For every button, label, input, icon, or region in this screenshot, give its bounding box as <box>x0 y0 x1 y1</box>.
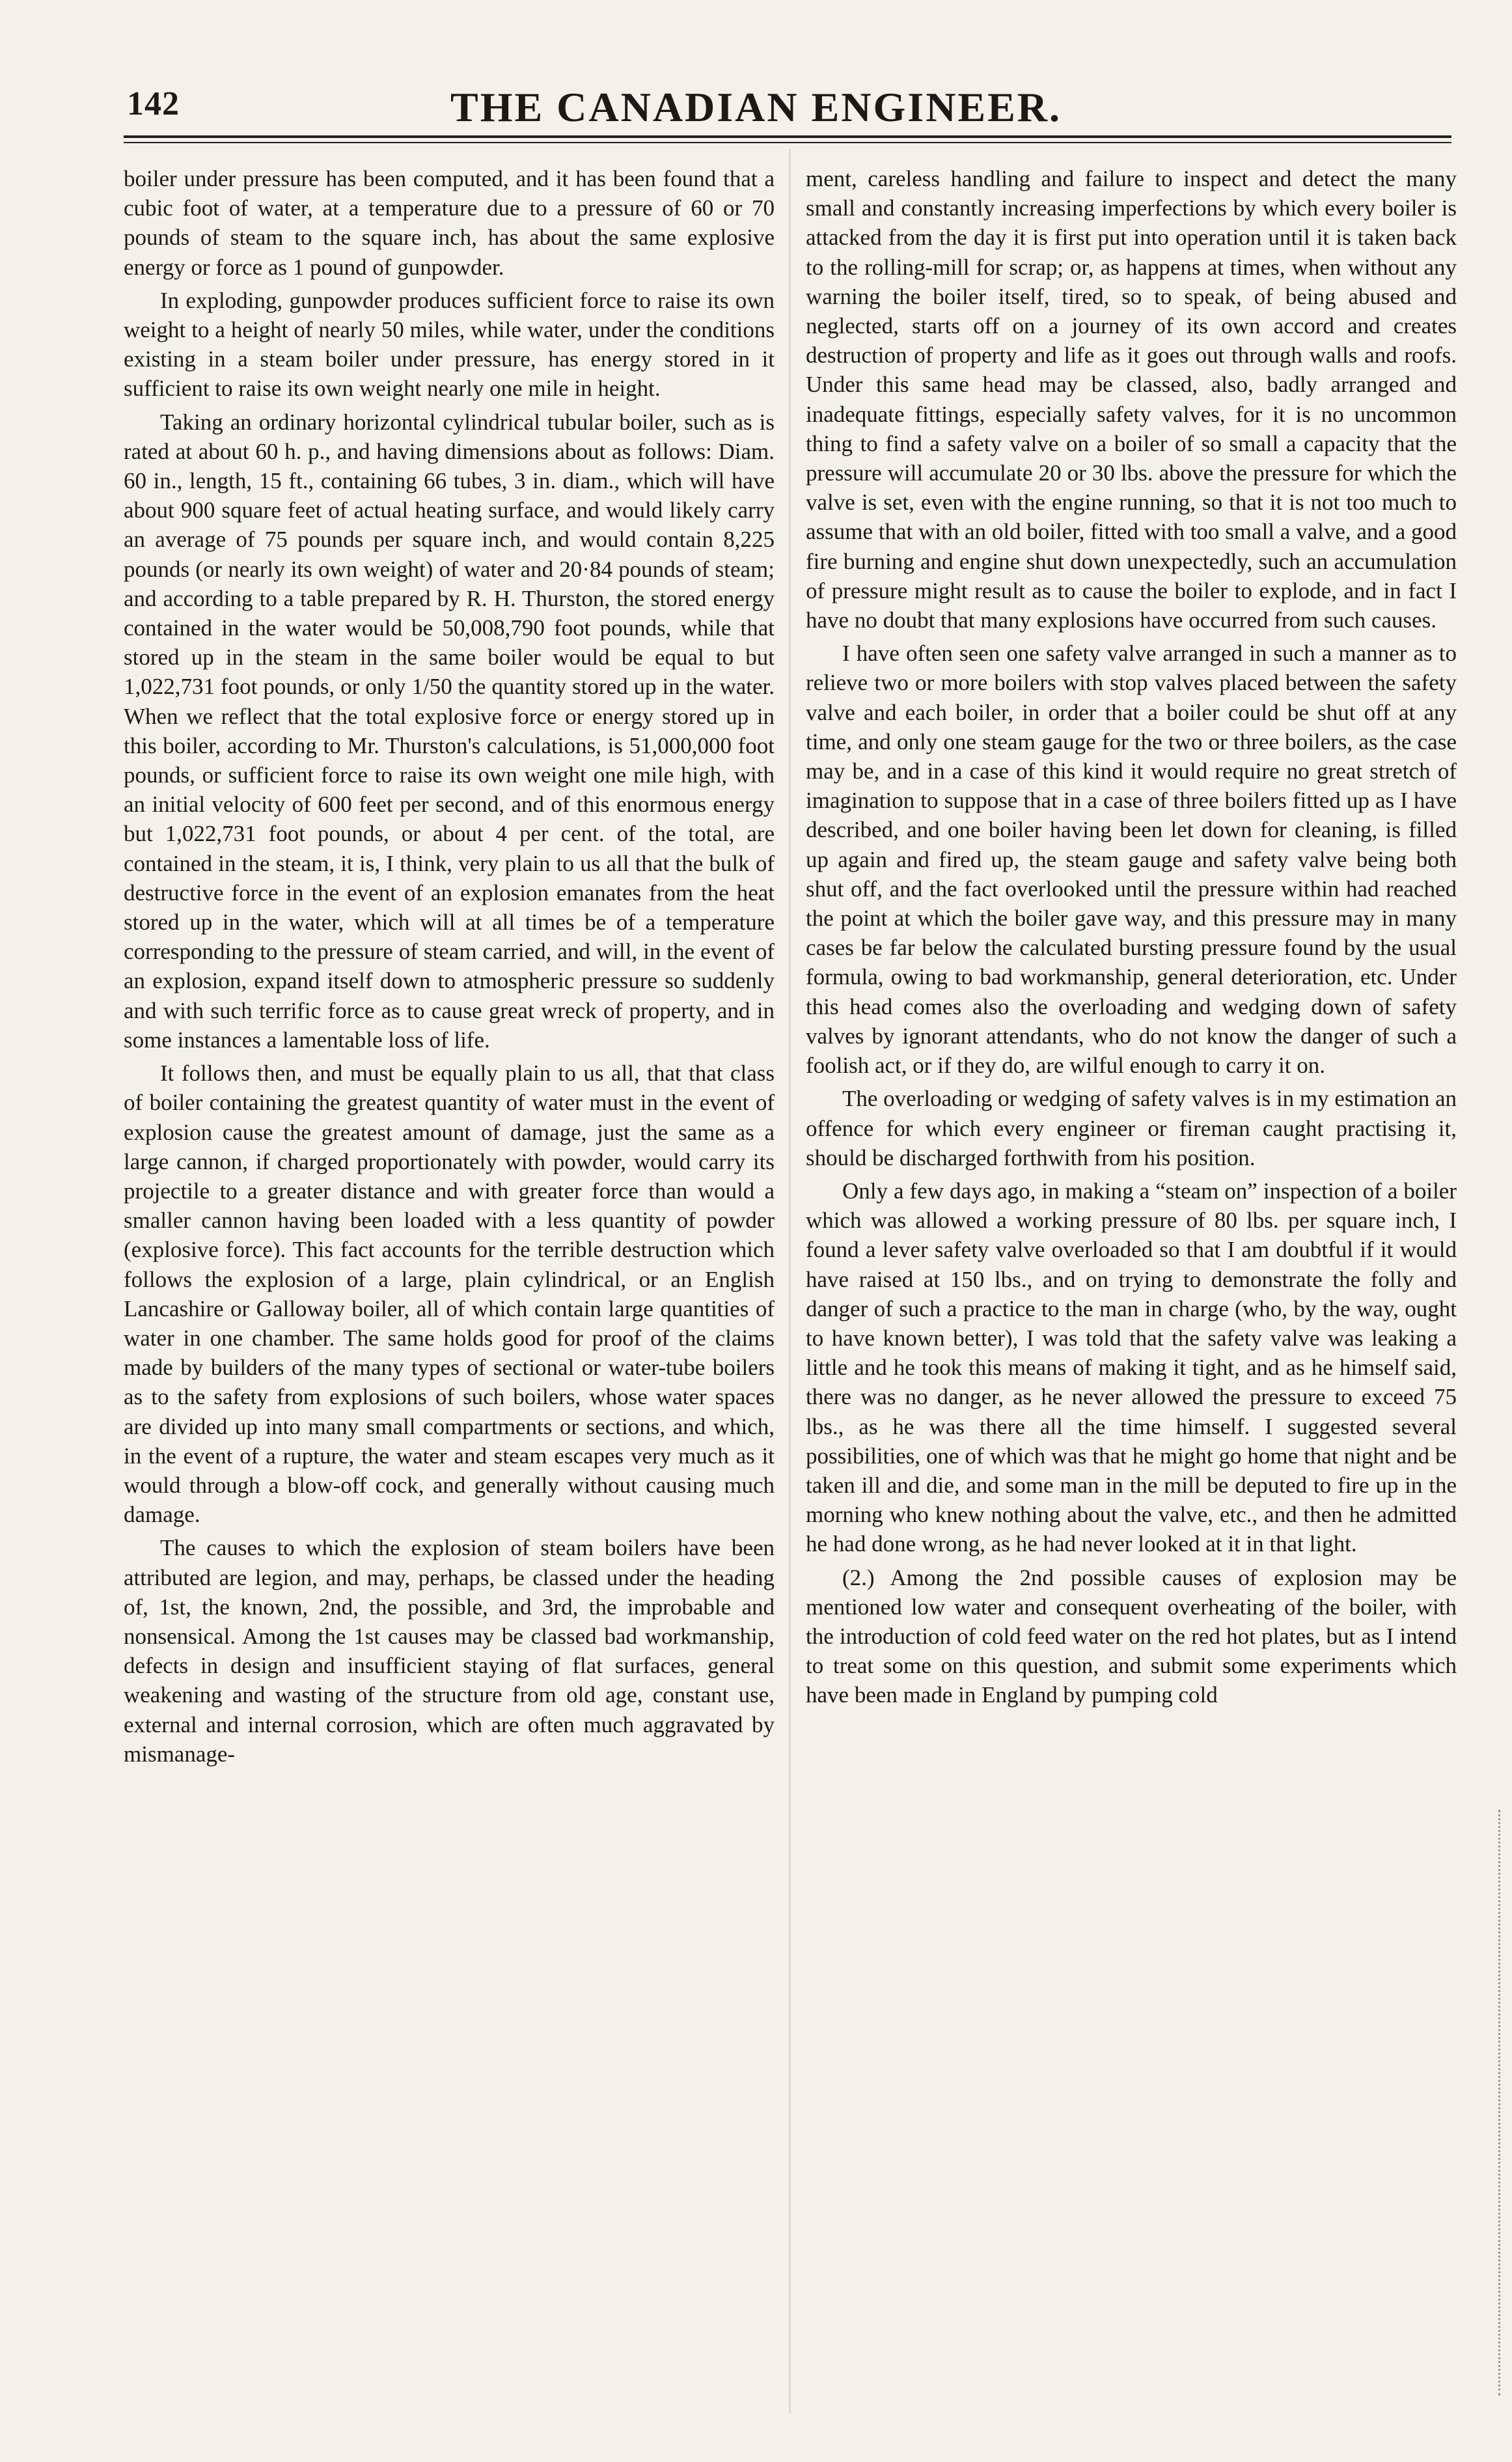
page-number: 142 <box>127 85 180 122</box>
left-column <box>124 164 775 1773</box>
paragraph: ment, careless handling and failure to inspect and detect the many small and constantly increasing imperfections by which every boiler is attacked from the day it is first put into operation until it is taken back to the rolling-mill for scrap; or, as happens at times, when without any warning the boiler itself, tired, so to speak, of being abused and neglected, starts off on a journey of its own accord and creates destruction of property and life as it goes out through walls and roofs. Under this same head may be classed, also, badly arranged and inadequate fittings, especially safety valves, for it is no uncommon thing to find a safety valve on a boiler of so small a capacity that the pressure will accumulate 20 or 30 lbs. above the pressure for which the valve is set, even with the engine running, so that it is not too much to assume that with an old boiler, fitted with too small a valve, and a good fire burning and engine shut down unexpectedly, such an accumulation of pressure might result as to cause the boiler to explode, and in fact I have no doubt that many explosions have occurred from such causes. <box>806 166 1457 633</box>
header-rule <box>124 135 1451 143</box>
paragraph: Taking an ordinary horizontal cylindrical tubular boiler, such as is rated at about 60 h. p., and having dimensions about as follows: Diam. 60 in., length, 15 ft., containing 66 tubes, 3 in. diam., which will have about 900 square feet of actual heating surface, and would likely carry an average of 75 pounds per square inch, and would contain 8,225 pounds (or nearly its own weight) of water and 20·84 pounds of steam; and according to a table prepared by R. H. Thurston, the stored energy contained in the water would be 50,008,790 foot pounds, while that stored up in the steam in the same boiler would be equal to but 1,022,731 foot pounds, or only 1/50 the quantity stored up in the water. When we reflect that the total explosive force or energy stored up in this boiler, according to Mr. Thurston's calculations, is 51,000,000 foot pounds, or sufficient force to raise its own weight one mile high, with an initial velocity of 600 feet per second, and of this enormous energy but 1,022,731 foot pounds, or about 4 per cent. of the total, are contained in the steam, it is, I think, very plain to us all that the bulk of destructive force in the event of an explosion emanates from the heat stored up in the water, which will at all times be of a temperature corresponding to the pressure of steam carried, and will, in the event of an explosion, expand itself down to atmospheric pressure so suddenly and with such terrific force as to cause great wreck of property, and in some instances a lamentable loss of life. <box>124 409 775 1053</box>
paragraph: It follows then, and must be equally plain to us all, that that class of boiler containing the greatest quantity of water must in the event of explosion cause the greatest amount of damage, just the same as a large cannon, if charged proportionately with powder, would carry its projectile to a greater distance and with greater force than would a smaller cannon having been loaded with a less quantity of powder (explosive force). This fact accounts for the terrible destruction which follows the explosion of a large, plain cylindrical, or an English Lancashire or Galloway boiler, all of which contain large quantities of water in one chamber. The same holds good for proof of the claims made by builders of the many types of sectional or water-tube boilers as to the safety from explosions of such boilers, whose water spaces are divided up into many small compartments or sections, and which, in the event of a rupture, the water and steam escapes very much as it would through a blow-off cock, and generally without causing much damage. <box>124 1060 775 1528</box>
paragraph: The causes to which the explosion of steam boilers have been attributed are legion, and may, perhaps, be classed under the heading of, 1st, the known, 2nd, the possible, and 3rd, the improbable and nonsensical. Among the 1st causes may be classed bad workmanship, defects in design and insufficient staying of flat surfaces, general weakening and wasting of the structure from old age, constant use, external and internal corrosion, which are often much aggravated by mismanage- <box>124 1535 775 1767</box>
right-column <box>806 164 1457 1714</box>
paragraph: boiler under pressure has been computed, and it has been found that a cubic foot of water, at a temperature due to a pressure of 60 or 70 pounds of steam to the square inch, has about the same explosive energy or force as 1 pound of gunpowder. <box>124 166 775 280</box>
margin-mark <box>1498 1810 1504 2396</box>
paragraph: Only a few days ago, in making a “steam on” inspection of a boiler which was allowed a working pressure of 80 lbs. per square inch, I found a lever safety valve overloaded so that I am doubtful if it would have raised at 150 lbs., and on trying to demonstrate the folly and danger of such a practice to the man in charge (who, by the way, ought to have known better), I was told that the safety valve was leaking a little and he took this means of making it tight, and as he himself said, there was no danger, as he never allowed the pressure to exceed 75 lbs., as he was there all the time himself. I suggested several possibilities, one of which was that he might go home that night and be taken ill and die, and some man in the mill be deputed to fire up in the morning who knew nothing about the valve, etc., and then he admitted he had done wrong, as he had never looked at it in that light. <box>806 1178 1457 1557</box>
paragraph: I have often seen one safety valve arranged in such a manner as to relieve two or more boilers with stop valves placed between the safety valve and each boiler, in order that a boiler could be shut off at any time, and only one steam gauge for the two or three boilers, as the case may be, and in a case of this kind it would require no great stretch of imagination to suppose that in a case of three boilers fitted up as I have described, and one boiler having been let down for cleaning, is filled up again and fired up, the steam gauge and safety valve being both shut off, and the fact overlooked until the pressure within had reached the point at which the boiler gave way, and this pressure may in many cases be far below the calculated bursting pressure found by the usual formula, owing to bad workmanship, general deterioration, etc. Under this head comes also the overloading and wedging down of safety valves by ignorant attendants, who do not know the danger of such a foolish act, or if they do, are wilful enough to carry it on. <box>806 641 1457 1079</box>
paragraph: In exploding, gunpowder produces sufficient force to raise its own weight to a height of nearly 50 miles, while water, under the conditions existing in a steam boiler under pressure, has energy stored in it sufficient to raise its own weight nearly one mile in height. <box>124 287 775 402</box>
paragraph: (2.) Among the 2nd possible causes of explosion may be mentioned low water and consequent overheating of the boiler, with the introduction of cold feed water on the red hot plates, but as I intend to treat some on this question, and submit some experiments which have been made in England by pumping cold <box>806 1564 1457 1708</box>
journal-title: THE CANADIAN ENGINEER. <box>450 84 1062 130</box>
paragraph: The overloading or wedging of safety valves is in my estimation an offence for which every engineer or fireman caught practising it, should be discharged forthwith from his position. <box>806 1086 1457 1170</box>
